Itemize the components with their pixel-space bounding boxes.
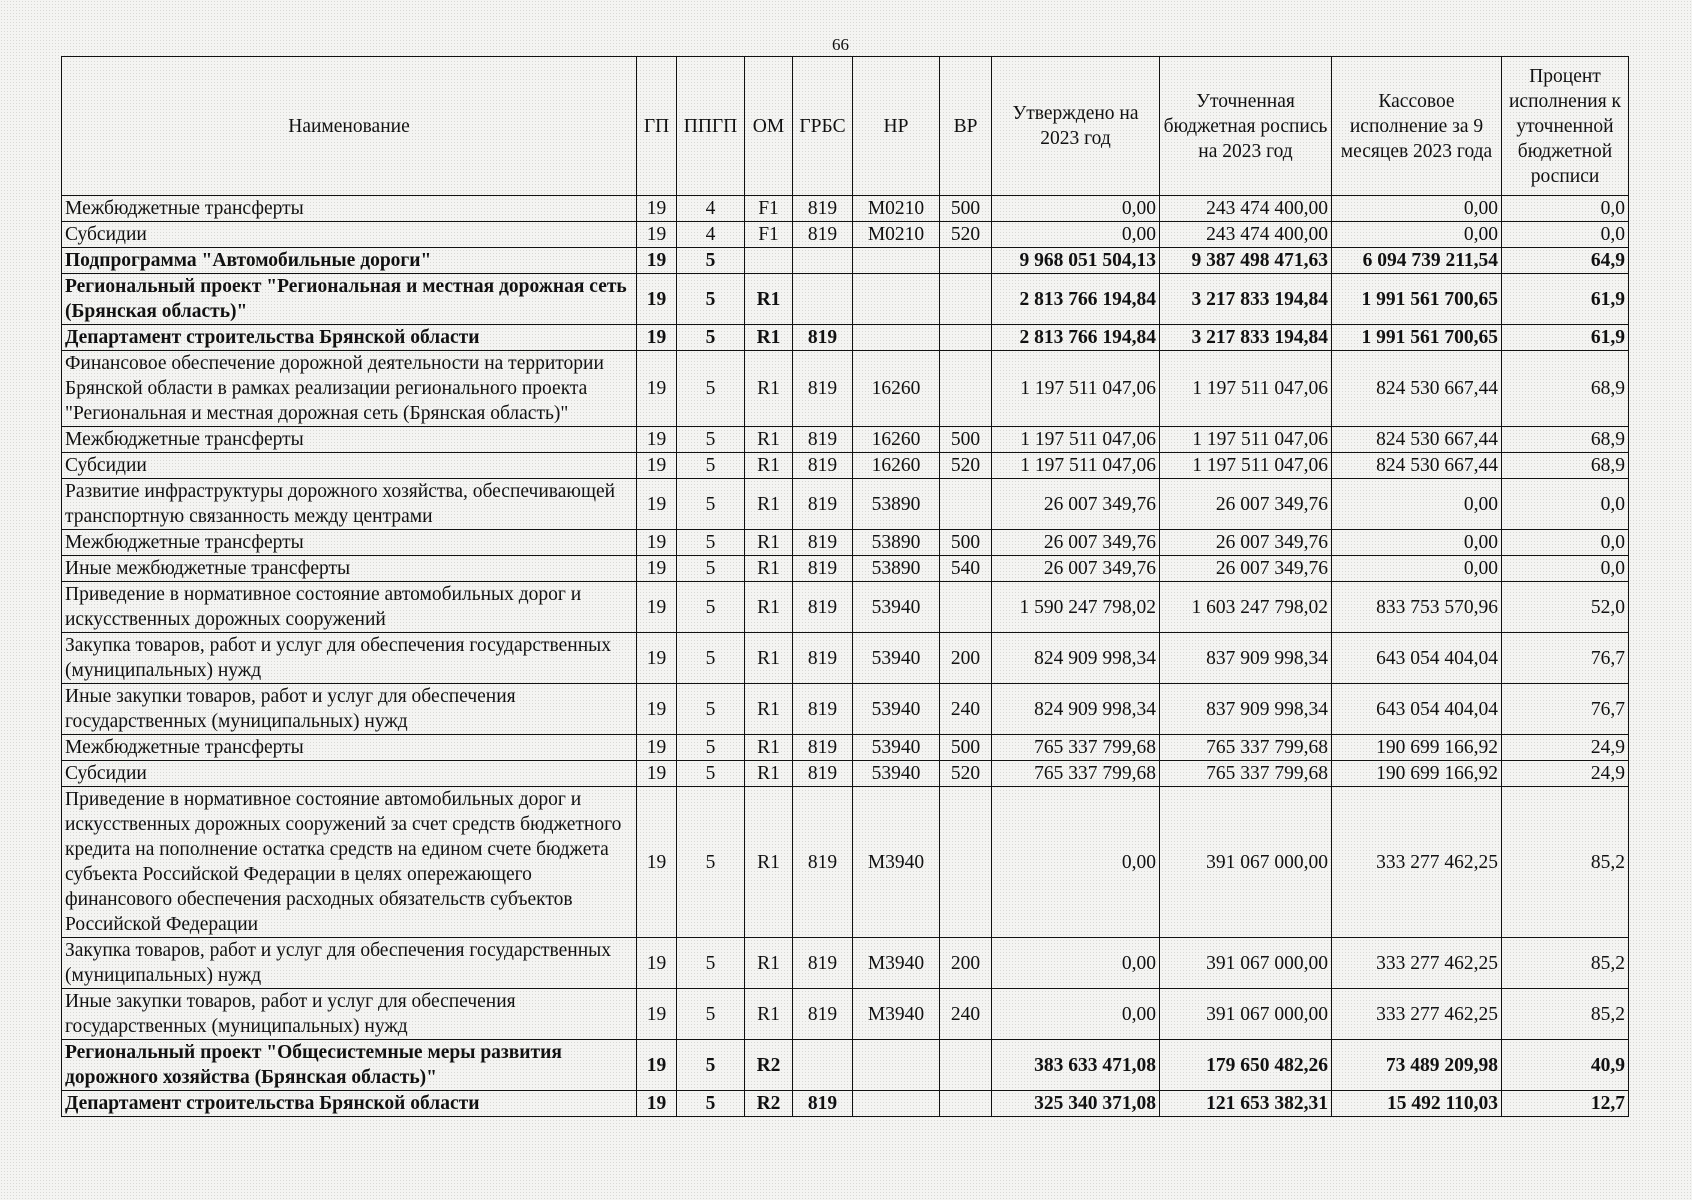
cell-grbs: 819: [793, 351, 853, 427]
cell-nr: [853, 325, 940, 351]
cell-cash: 1 991 561 700,65: [1332, 274, 1502, 325]
cell-gp: 19: [637, 530, 677, 556]
cell-ppgp: 5: [677, 530, 745, 556]
cell-cash: 333 277 462,25: [1332, 787, 1502, 938]
cell-vr: 520: [940, 222, 992, 248]
cell-approved: 2 813 766 194,84: [992, 325, 1160, 351]
cell-percent: 68,9: [1502, 427, 1629, 453]
cell-gp: 19: [637, 351, 677, 427]
cell-ppgp: 5: [677, 582, 745, 633]
cell-gp: 19: [637, 735, 677, 761]
cell-ppgp: 5: [677, 684, 745, 735]
cell-revised: 243 474 400,00: [1160, 222, 1332, 248]
cell-om: R1: [745, 530, 793, 556]
cell-om: [745, 248, 793, 274]
cell-om: R1: [745, 787, 793, 938]
cell-name: Иные закупки товаров, работ и услуг для обеспечения государственных (муниципальных) нужд: [62, 684, 637, 735]
cell-nr: M3940: [853, 938, 940, 989]
cell-ppgp: 5: [677, 453, 745, 479]
cell-vr: 240: [940, 989, 992, 1040]
cell-vr: [940, 274, 992, 325]
cell-ppgp: 5: [677, 633, 745, 684]
cell-approved: 383 633 471,08: [992, 1040, 1160, 1091]
cell-revised: 391 067 000,00: [1160, 938, 1332, 989]
cell-ppgp: 5: [677, 938, 745, 989]
cell-name: Межбюджетные трансферты: [62, 735, 637, 761]
header-vr: ВР: [940, 57, 992, 196]
cell-vr: 500: [940, 196, 992, 222]
cell-revised: 3 217 833 194,84: [1160, 274, 1332, 325]
budget-table: [61, 56, 1629, 1117]
cell-revised: 1 197 511 047,06: [1160, 351, 1332, 427]
cell-revised: 1 603 247 798,02: [1160, 582, 1332, 633]
cell-percent: 0,0: [1502, 222, 1629, 248]
cell-om: R1: [745, 989, 793, 1040]
cell-ppgp: 5: [677, 274, 745, 325]
cell-grbs: 819: [793, 787, 853, 938]
cell-nr: M3940: [853, 989, 940, 1040]
cell-grbs: 819: [793, 938, 853, 989]
cell-revised: 179 650 482,26: [1160, 1040, 1332, 1091]
cell-cash: 824 530 667,44: [1332, 427, 1502, 453]
cell-vr: [940, 1091, 992, 1117]
cell-revised: 1 197 511 047,06: [1160, 453, 1332, 479]
cell-ppgp: 5: [677, 427, 745, 453]
cell-name: Подпрограмма "Автомобильные дороги": [62, 248, 637, 274]
cell-revised: 26 007 349,76: [1160, 556, 1332, 582]
cell-ppgp: 4: [677, 196, 745, 222]
header-ppgp: ППГП: [677, 57, 745, 196]
cell-revised: 765 337 799,68: [1160, 735, 1332, 761]
cell-cash: 6 094 739 211,54: [1332, 248, 1502, 274]
cell-om: R1: [745, 453, 793, 479]
cell-om: R1: [745, 479, 793, 530]
cell-percent: 0,0: [1502, 479, 1629, 530]
cell-vr: 540: [940, 556, 992, 582]
cell-cash: 190 699 166,92: [1332, 761, 1502, 787]
cell-om: R1: [745, 325, 793, 351]
cell-om: R1: [745, 938, 793, 989]
cell-om: R1: [745, 684, 793, 735]
cell-gp: 19: [637, 196, 677, 222]
cell-ppgp: 5: [677, 248, 745, 274]
cell-vr: 500: [940, 427, 992, 453]
table-row: [62, 453, 1629, 479]
cell-grbs: 819: [793, 735, 853, 761]
cell-percent: 24,9: [1502, 761, 1629, 787]
table-row: [62, 427, 1629, 453]
table-row: [62, 684, 1629, 735]
cell-revised: 9 387 498 471,63: [1160, 248, 1332, 274]
cell-om: R1: [745, 582, 793, 633]
cell-percent: 76,7: [1502, 633, 1629, 684]
cell-cash: 0,00: [1332, 222, 1502, 248]
cell-percent: 76,7: [1502, 684, 1629, 735]
cell-approved: 0,00: [992, 787, 1160, 938]
cell-approved: 26 007 349,76: [992, 479, 1160, 530]
cell-revised: 391 067 000,00: [1160, 787, 1332, 938]
header-approved: Утверждено на 2023 год: [992, 57, 1160, 196]
cell-grbs: 819: [793, 427, 853, 453]
table-row: [62, 196, 1629, 222]
cell-approved: 824 909 998,34: [992, 684, 1160, 735]
cell-vr: 200: [940, 633, 992, 684]
cell-gp: 19: [637, 633, 677, 684]
cell-grbs: [793, 248, 853, 274]
cell-vr: 500: [940, 530, 992, 556]
cell-approved: 1 590 247 798,02: [992, 582, 1160, 633]
cell-cash: 643 054 404,04: [1332, 684, 1502, 735]
cell-cash: 73 489 209,98: [1332, 1040, 1502, 1091]
cell-percent: 52,0: [1502, 582, 1629, 633]
cell-cash: 0,00: [1332, 530, 1502, 556]
cell-vr: 200: [940, 938, 992, 989]
cell-approved: 26 007 349,76: [992, 556, 1160, 582]
cell-om: R1: [745, 427, 793, 453]
cell-revised: 3 217 833 194,84: [1160, 325, 1332, 351]
cell-gp: 19: [637, 453, 677, 479]
table-row: [62, 556, 1629, 582]
cell-om: F1: [745, 196, 793, 222]
cell-name: Межбюджетные трансферты: [62, 196, 637, 222]
cell-ppgp: 4: [677, 222, 745, 248]
cell-nr: 16260: [853, 351, 940, 427]
cell-revised: 26 007 349,76: [1160, 479, 1332, 530]
cell-name: Закупка товаров, работ и услуг для обеспечения государственных (муниципальных) нужд: [62, 938, 637, 989]
cell-nr: M0210: [853, 222, 940, 248]
cell-nr: M0210: [853, 196, 940, 222]
cell-grbs: 819: [793, 633, 853, 684]
cell-vr: [940, 582, 992, 633]
cell-vr: 520: [940, 761, 992, 787]
cell-grbs: 819: [793, 989, 853, 1040]
cell-percent: 61,9: [1502, 274, 1629, 325]
cell-approved: 765 337 799,68: [992, 761, 1160, 787]
cell-approved: 26 007 349,76: [992, 530, 1160, 556]
cell-approved: 0,00: [992, 222, 1160, 248]
cell-revised: 243 474 400,00: [1160, 196, 1332, 222]
cell-name: Развитие инфраструктуры дорожного хозяйства, обеспечивающей транспортную связанность между центрами: [62, 479, 637, 530]
cell-name: Финансовое обеспечение дорожной деятельности на территории Брянской области в рамках реализации регионального проекта "Региональная и местная дорожная сеть (Брянская область)": [62, 351, 637, 427]
cell-cash: 833 753 570,96: [1332, 582, 1502, 633]
cell-nr: 16260: [853, 427, 940, 453]
cell-revised: 837 909 998,34: [1160, 684, 1332, 735]
cell-nr: 53940: [853, 684, 940, 735]
cell-percent: 24,9: [1502, 735, 1629, 761]
cell-nr: M3940: [853, 787, 940, 938]
cell-grbs: [793, 274, 853, 325]
cell-grbs: [793, 1040, 853, 1091]
table-row: [62, 787, 1629, 938]
cell-percent: 85,2: [1502, 787, 1629, 938]
cell-grbs: 819: [793, 530, 853, 556]
cell-grbs: 819: [793, 196, 853, 222]
table-row: [62, 735, 1629, 761]
cell-ppgp: 5: [677, 1040, 745, 1091]
cell-cash: 15 492 110,03: [1332, 1091, 1502, 1117]
cell-name: Департамент строительства Брянской области: [62, 1091, 637, 1117]
cell-om: R1: [745, 274, 793, 325]
cell-vr: 240: [940, 684, 992, 735]
table-row: [62, 1091, 1629, 1117]
table-row: [62, 989, 1629, 1040]
cell-grbs: 819: [793, 684, 853, 735]
cell-grbs: 819: [793, 1091, 853, 1117]
cell-gp: 19: [637, 761, 677, 787]
cell-name: Закупка товаров, работ и услуг для обеспечения государственных (муниципальных) нужд: [62, 633, 637, 684]
cell-ppgp: 5: [677, 787, 745, 938]
cell-cash: 643 054 404,04: [1332, 633, 1502, 684]
cell-nr: [853, 248, 940, 274]
cell-cash: 824 530 667,44: [1332, 453, 1502, 479]
cell-name: Региональный проект "Региональная и местная дорожная сеть (Брянская область)": [62, 274, 637, 325]
table-body: [62, 196, 1629, 1117]
table-row: [62, 248, 1629, 274]
cell-ppgp: 5: [677, 325, 745, 351]
cell-vr: [940, 479, 992, 530]
cell-grbs: 819: [793, 325, 853, 351]
cell-vr: [940, 351, 992, 427]
table-header-row: [62, 57, 1629, 196]
cell-percent: 40,9: [1502, 1040, 1629, 1091]
cell-cash: 190 699 166,92: [1332, 735, 1502, 761]
page-number: 66: [832, 35, 849, 54]
header-percent: Процент исполнения к уточненной бюджетной росписи: [1502, 57, 1629, 196]
cell-grbs: 819: [793, 222, 853, 248]
cell-name: Субсидии: [62, 453, 637, 479]
cell-vr: 500: [940, 735, 992, 761]
cell-grbs: 819: [793, 556, 853, 582]
cell-ppgp: 5: [677, 556, 745, 582]
cell-percent: 61,9: [1502, 325, 1629, 351]
cell-vr: 520: [940, 453, 992, 479]
cell-gp: 19: [637, 1091, 677, 1117]
cell-cash: 1 991 561 700,65: [1332, 325, 1502, 351]
table-row: [62, 938, 1629, 989]
cell-approved: 1 197 511 047,06: [992, 351, 1160, 427]
cell-name: Департамент строительства Брянской области: [62, 325, 637, 351]
cell-ppgp: 5: [677, 1091, 745, 1117]
cell-approved: 325 340 371,08: [992, 1091, 1160, 1117]
table-row: [62, 582, 1629, 633]
cell-revised: 391 067 000,00: [1160, 989, 1332, 1040]
cell-cash: 333 277 462,25: [1332, 938, 1502, 989]
cell-gp: 19: [637, 989, 677, 1040]
cell-percent: 0,0: [1502, 530, 1629, 556]
table-row: [62, 274, 1629, 325]
table-row: [62, 1040, 1629, 1091]
cell-om: R1: [745, 633, 793, 684]
cell-grbs: 819: [793, 761, 853, 787]
cell-ppgp: 5: [677, 761, 745, 787]
cell-name: Приведение в нормативное состояние автомобильных дорог и искусственных дорожных сооружений за счет средств бюджетного кредита на пополнение остатка средств на едином счете бюджета субъекта Российской Федерации в целях опережающего финансового обеспечения расходных обязательств субъектов Российской Федерации: [62, 787, 637, 938]
table-row: [62, 530, 1629, 556]
table-row: [62, 325, 1629, 351]
cell-name: Иные межбюджетные трансферты: [62, 556, 637, 582]
cell-gp: 19: [637, 325, 677, 351]
cell-nr: 53940: [853, 633, 940, 684]
cell-nr: [853, 274, 940, 325]
cell-approved: 0,00: [992, 938, 1160, 989]
cell-gp: 19: [637, 248, 677, 274]
cell-cash: 0,00: [1332, 556, 1502, 582]
cell-approved: 1 197 511 047,06: [992, 427, 1160, 453]
cell-grbs: 819: [793, 582, 853, 633]
cell-percent: 64,9: [1502, 248, 1629, 274]
cell-vr: [940, 325, 992, 351]
cell-ppgp: 5: [677, 479, 745, 530]
cell-cash: 0,00: [1332, 196, 1502, 222]
cell-nr: 16260: [853, 453, 940, 479]
cell-cash: 0,00: [1332, 479, 1502, 530]
cell-om: R1: [745, 556, 793, 582]
header-nr: НР: [853, 57, 940, 196]
cell-om: R2: [745, 1040, 793, 1091]
cell-gp: 19: [637, 222, 677, 248]
cell-cash: 333 277 462,25: [1332, 989, 1502, 1040]
cell-percent: 0,0: [1502, 196, 1629, 222]
header-om: ОМ: [745, 57, 793, 196]
cell-percent: 68,9: [1502, 351, 1629, 427]
header-gp: ГП: [637, 57, 677, 196]
cell-ppgp: 5: [677, 735, 745, 761]
table-row: [62, 479, 1629, 530]
cell-gp: 19: [637, 787, 677, 938]
cell-revised: 765 337 799,68: [1160, 761, 1332, 787]
cell-name: Иные закупки товаров, работ и услуг для обеспечения государственных (муниципальных) нужд: [62, 989, 637, 1040]
cell-gp: 19: [637, 684, 677, 735]
cell-nr: 53940: [853, 582, 940, 633]
cell-revised: 26 007 349,76: [1160, 530, 1332, 556]
cell-revised: 837 909 998,34: [1160, 633, 1332, 684]
cell-vr: [940, 248, 992, 274]
cell-om: F1: [745, 222, 793, 248]
table-row: [62, 222, 1629, 248]
cell-cash: 824 530 667,44: [1332, 351, 1502, 427]
cell-percent: 12,7: [1502, 1091, 1629, 1117]
table-row: [62, 761, 1629, 787]
cell-grbs: 819: [793, 453, 853, 479]
cell-gp: 19: [637, 479, 677, 530]
cell-ppgp: 5: [677, 989, 745, 1040]
cell-om: R1: [745, 735, 793, 761]
cell-approved: 765 337 799,68: [992, 735, 1160, 761]
cell-gp: 19: [637, 938, 677, 989]
cell-percent: 0,0: [1502, 556, 1629, 582]
cell-vr: [940, 787, 992, 938]
cell-approved: 824 909 998,34: [992, 633, 1160, 684]
cell-grbs: 819: [793, 479, 853, 530]
cell-ppgp: 5: [677, 351, 745, 427]
cell-name: Субсидии: [62, 222, 637, 248]
cell-vr: [940, 1040, 992, 1091]
cell-percent: 85,2: [1502, 989, 1629, 1040]
cell-gp: 19: [637, 582, 677, 633]
header-name: Наименование: [62, 57, 637, 196]
cell-name: Приведение в нормативное состояние автомобильных дорог и искусственных дорожных сооружений: [62, 582, 637, 633]
cell-nr: 53890: [853, 479, 940, 530]
cell-approved: 2 813 766 194,84: [992, 274, 1160, 325]
cell-nr: [853, 1040, 940, 1091]
cell-name: Межбюджетные трансферты: [62, 427, 637, 453]
cell-approved: 9 968 051 504,13: [992, 248, 1160, 274]
cell-nr: 53890: [853, 530, 940, 556]
cell-nr: 53890: [853, 556, 940, 582]
cell-name: Региональный проект "Общесистемные меры развития дорожного хозяйства (Брянская область)": [62, 1040, 637, 1091]
header-cash: Кассовое исполнение за 9 месяцев 2023 года: [1332, 57, 1502, 196]
header-revised: Уточненная бюджетная роспись на 2023 год: [1160, 57, 1332, 196]
cell-gp: 19: [637, 427, 677, 453]
cell-nr: [853, 1091, 940, 1117]
cell-om: R2: [745, 1091, 793, 1117]
cell-percent: 68,9: [1502, 453, 1629, 479]
cell-om: R1: [745, 351, 793, 427]
table-row: [62, 633, 1629, 684]
cell-gp: 19: [637, 1040, 677, 1091]
cell-om: R1: [745, 761, 793, 787]
cell-approved: 0,00: [992, 196, 1160, 222]
cell-revised: 121 653 382,31: [1160, 1091, 1332, 1117]
cell-approved: 1 197 511 047,06: [992, 453, 1160, 479]
header-grbs: ГРБС: [793, 57, 853, 196]
cell-nr: 53940: [853, 735, 940, 761]
cell-percent: 85,2: [1502, 938, 1629, 989]
cell-name: Субсидии: [62, 761, 637, 787]
cell-gp: 19: [637, 556, 677, 582]
cell-name: Межбюджетные трансферты: [62, 530, 637, 556]
cell-gp: 19: [637, 274, 677, 325]
table-row: [62, 351, 1629, 427]
cell-revised: 1 197 511 047,06: [1160, 427, 1332, 453]
cell-nr: 53940: [853, 761, 940, 787]
cell-approved: 0,00: [992, 989, 1160, 1040]
